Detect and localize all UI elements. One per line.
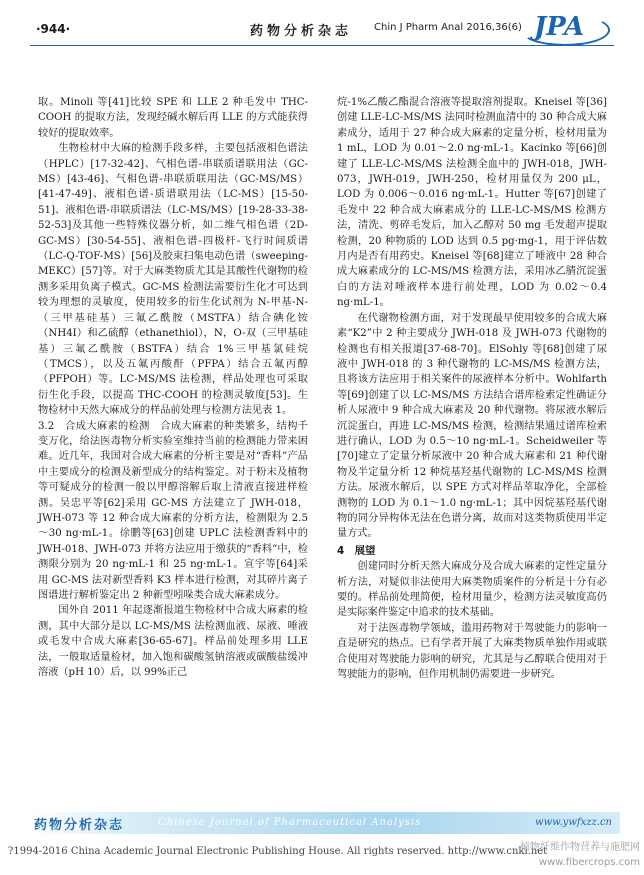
site-watermark — [500, 840, 640, 870]
section-heading-4: 4 展望 — [337, 544, 376, 557]
copyright-line: ?1994-2016 China Academic Journal Electronic Publishing House. All rights reserved. http://www.cnki.net — [8, 846, 548, 857]
paragraph: 生物检材中大麻的检测手段多样，主要包括液相色谱法（HPLC）[17-32-42]、气相色谱-串联质谱联用法（GC-MS）[43-46]、气相色谱-串联质联用法（GC-MS/MS）[41-47-49]、液相色谱-质谱联用法（LC-MS）[15-50-51]、液相色谱-串联质谱法（LC-MS/MS）[19-28-33-38-52-53]及其他一些特殊仪器分析，如二维气相色谱（2D-GC-MS）[30-54-55]、液相色谱-四极杆-飞行时间质谱（LC-Q-TOF-MS）[56]及胶束扫集电动色谱（sweeping-MEKC）[57]等。对于大麻类物质尤其是其酸性代谢物的检测多采用负离子模式。GC-MS 检测法需要衍生化才可达到较为理想的灵敏度，使用较多的衍生化试剂为 N-甲基-N-（三甲基硅基）三氟乙酰胺（MSTFA）结合碘化铵（NH4I）和乙硫醇（ethanethiol），N，O-双（三甲基硅基）三氟乙酰胺（BSTFA）结合 1%三甲基氯硅烷（TMCS），以及五氟丙酸酐（PFPA）结合五氟丙醇（PFPOH）等。LC-MS/MS 法检测，样品处理也可采取衍生化手段，以提高 THC-COOH 的检测灵敏度[53]。生物检材中天然大麻成分的样品前处理与检测方法见表 1。 — [38, 143, 308, 417]
header-divider — [30, 45, 614, 46]
journal-title: 药物分析杂志 — [250, 24, 353, 39]
paragraph: 烷-1%乙酸乙酯混合溶液等提取溶剂提取。Kneisel 等[36]创建 LLE-LC-MS/MS 法同时检测血清中的 30 种合成大麻素成分，适用于 27 种合成大麻素的定量分析，检材用量为 1 mL，LOD 为 0.01～2.0 ng·mL-1。Kacinko 等[66]创建了 LLE-LC-MS/MS 法检测全血中的 JWH-018，JWH-073，JWH-019，JWH-250，检材用量仅为 200 μL，LOD 为 0.006～0.016 ng·mL-1。Hutter 等[67]创建了毛发中 22 种合成大麻素成分的 LLE-LC-MS/MS 检测方法，清洗、剪碎毛发后，加入乙醇对 50 mg 毛发超声提取检测，20 种物质的 LOD 达到 0.5 pg·mg-1，用于评估数月内是否有用药史。Kneisel 等[68]建立了唾液中 28 种合成大麻素成分的 LC-MS/MS 检测方法，采用冰乙腈沉淀蛋白的方法对唾液样本进行前处理，LOD 为 0.02～0.4 ng·mL-1。 — [337, 97, 607, 309]
paragraph: 对于法医毒物学领域，滥用药物对于驾驶能力的影响一直是研究的热点。已有学者开展了大麻类物质单独作用或联合使用对驾驶能力影响的研究，尤其是与乙醇联合使用对于驾驶能力的影响，但作用机制仍需要进一步研究。 — [337, 622, 607, 681]
logo-text: JPA — [534, 12, 585, 42]
footer-journal-en: Chinese Journal of Pharmaceutical Analysis — [158, 817, 422, 828]
footer-url[interactable]: www.ywfxzz.cn — [535, 817, 612, 828]
paragraph: 创建同时分析天然大麻成分及合成大麻素的定性定量分析方法，对疑似非法使用大麻类物质案件的分析是十分有必要的。样品前处理简便，检材用量少，检测方法灵敏度高仍是实际案件鉴定中追求的技术基础。 — [337, 561, 607, 619]
paragraph: 国外自 2011 年起逐渐报道生物检材中合成大麻素的检测，其中大部分是以 LC-MS/MS 法检测血液、尿液、唾液或毛发中合成大麻素[36-65-67]。样品前处理多用 LLE 法，一般取适量检材，加入饱和碳酸氢钠溶液或碳酸盐缓冲溶液（pH 10）后，以 99%正己 — [38, 605, 308, 679]
page-header — [30, 8, 614, 46]
watermark-url: www.fibercrops.com — [538, 857, 640, 868]
right-column — [337, 95, 607, 682]
jpa-logo — [518, 10, 608, 44]
footer-journal-title: 药物分析杂志 — [34, 818, 125, 833]
footer-band — [30, 812, 620, 834]
left-column — [38, 95, 308, 680]
paragraph: 取。Minoli 等[41]比较 SPE 和 LLE 2 种毛发中 THC-COOH 的提取方法，发现经碱水解后再 LLE 的方式能获得较好的提取效率。 — [38, 97, 308, 139]
paragraph: 在代谢物检测方面，对于发现最早使用较多的合成大麻素“K2”中 2 种主要成分 JWH-018 及 JWH-073 代谢物的检测也有相关报道[37-68-70]。ElSohly 等[68]创建了尿液中 JWH-018 的 3 种代谢物的 LC-MS/MS 检测方法，且将该方法应用于相关案件的尿液样本分析中。Wohlfarth 等[69]创建了以 LC-MS/MS 方法结合谱库检索定性确证分析人尿液中 9 种合成大麻素及 20 种代谢物。将尿液水解后沉淀蛋白，再进 LC-MS/MS 检测，检测结果通过谱库检索进行确认，LOD 为 0.5～10 ng·mL-1。Scheidweiler 等[70]建立了定量分析尿液中 20 种合成大麻素和 21 种代谢物及半定量分析 12 种烷基羟基代谢物的 LC-MS/MS 检测方法。尿液水解后，以 SPE 方式对样品萃取净化，全部检测物的 LOD 为 0.1～1.0 ng·mL-1；其中因烷基羟基代谢物的同分异构体无法在色谱分离，故而对这类物质使用半定量方式。 — [337, 312, 607, 540]
section-heading-3-2: 3.2 合成大麻素的检测 合成大麻素的种类繁多，结构千变万化，给法医毒物分析实验室维持当前的检测能力带来困难。近几年，我国对合成大麻素的分析主要是对“香料”产品中主要成分的检测及新型成分的结构鉴定。对于粉末及植物等可疑成分的检测一般以甲醇溶解后取上清液直接进样检测。吴忠平等[62]采用 GC-MS 方法建立了 JWH-018，JWH-073 等 12 种合成大麻素的分析方法，检测限为 2.5～30 ng·mL-1。徐鹏等[63]创建 UPLC 法检测香料中的 JWH-018、JWH-073 并将方法应用于缴获的“香料”中，检测限分别为 20 ng·mL-1 和 25 ng·mL-1。宣宇等[64]采用 GC-MS 法对新型香料 K3 样本进行检测，对其碎片离子图谱进行解析鉴定出 2 种新型吲哚类合成大麻素成分。 — [38, 420, 308, 601]
journal-citation: Chin J Pharm Anal 2016,36(6) — [374, 22, 522, 33]
watermark-line: 植物纤维作物营养与施肥网 — [520, 842, 640, 853]
page-number: ·944· — [36, 22, 71, 36]
